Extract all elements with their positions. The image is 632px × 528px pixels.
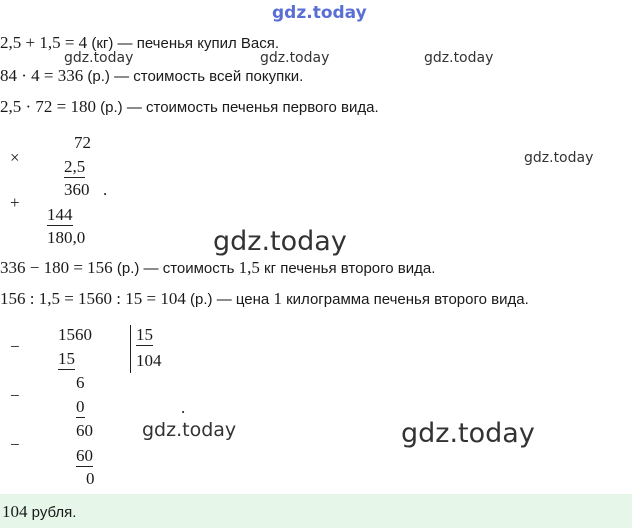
- subtract-2: 0: [76, 397, 85, 416]
- line-5-math-b: 1: [273, 289, 282, 308]
- plus-sign: +: [10, 193, 20, 212]
- line-5-math: 156 : 1,5 = 1560 : 15 = 104: [0, 289, 186, 308]
- factor-1: 72: [74, 133, 91, 152]
- watermark-6: gdz.today: [142, 419, 237, 441]
- product-result: 180,0: [47, 228, 86, 247]
- partial-product-2: 144: [47, 205, 73, 224]
- watermark-2: gdz.today: [260, 50, 330, 66]
- factor-2: 2,5: [64, 157, 86, 176]
- watermark-top: gdz.today: [272, 3, 367, 23]
- remainder-1: 6: [76, 373, 85, 392]
- stray-dot: .: [181, 398, 186, 417]
- partial-product-1: 360: [64, 180, 90, 199]
- answer-value: 104: [2, 502, 28, 521]
- answer-band: [0, 494, 632, 528]
- solution-line-5: [0, 289, 529, 309]
- line-5-text-b: килограмма печенья второго вида.: [281, 291, 529, 308]
- line-2-math: 84 · 4 = 336: [0, 66, 84, 85]
- answer-unit: рубля.: [27, 504, 77, 521]
- solution-line-1: [0, 33, 279, 53]
- subtract-3: 60: [76, 446, 93, 465]
- line-3-math: 2,5 · 72 = 180: [0, 97, 96, 116]
- times-sign: ×: [10, 148, 20, 167]
- quotient: 104: [136, 351, 162, 370]
- answer-line: [2, 502, 76, 522]
- line-3-text: (р.) — стоимость печенья первого вида.: [96, 99, 379, 116]
- line-1-math: 2,5 + 1,5 = 4: [0, 33, 88, 52]
- line-4-math: 336 − 180 = 156: [0, 258, 113, 277]
- solution-line-4: [0, 258, 435, 278]
- minus-sign-2: −: [10, 386, 20, 405]
- line-4-text-a: (р.) — стоимость: [112, 260, 239, 277]
- watermark-7: gdz.today: [401, 418, 535, 449]
- watermark-5: gdz.today: [213, 226, 347, 257]
- solution-line-3: [0, 97, 379, 117]
- remainder-2: 60: [76, 421, 93, 440]
- line-4-math-b: 1,5: [238, 258, 260, 277]
- trailing-dot: .: [103, 180, 108, 199]
- subtract-1: 15: [58, 349, 75, 368]
- line-4-text-b: кг печенья второго вида.: [259, 260, 436, 277]
- solution-line-2: [0, 66, 303, 86]
- line-2-text: (р.) — стоимость всей покупки.: [83, 68, 304, 85]
- watermark-3: gdz.today: [424, 50, 494, 66]
- minus-sign-1: −: [10, 337, 20, 356]
- watermark-4: gdz.today: [524, 150, 594, 166]
- watermark-1: gdz.today: [64, 50, 134, 66]
- line-1-text: (кг) — печенья купил Вася.: [87, 35, 280, 52]
- dividend: 1560: [58, 325, 92, 344]
- line-5-text-a: (р.) — цена: [185, 291, 274, 308]
- divisor: 15: [136, 325, 153, 344]
- minus-sign-3: −: [10, 435, 20, 454]
- division-bar: [130, 325, 131, 373]
- remainder-3: 0: [86, 469, 95, 488]
